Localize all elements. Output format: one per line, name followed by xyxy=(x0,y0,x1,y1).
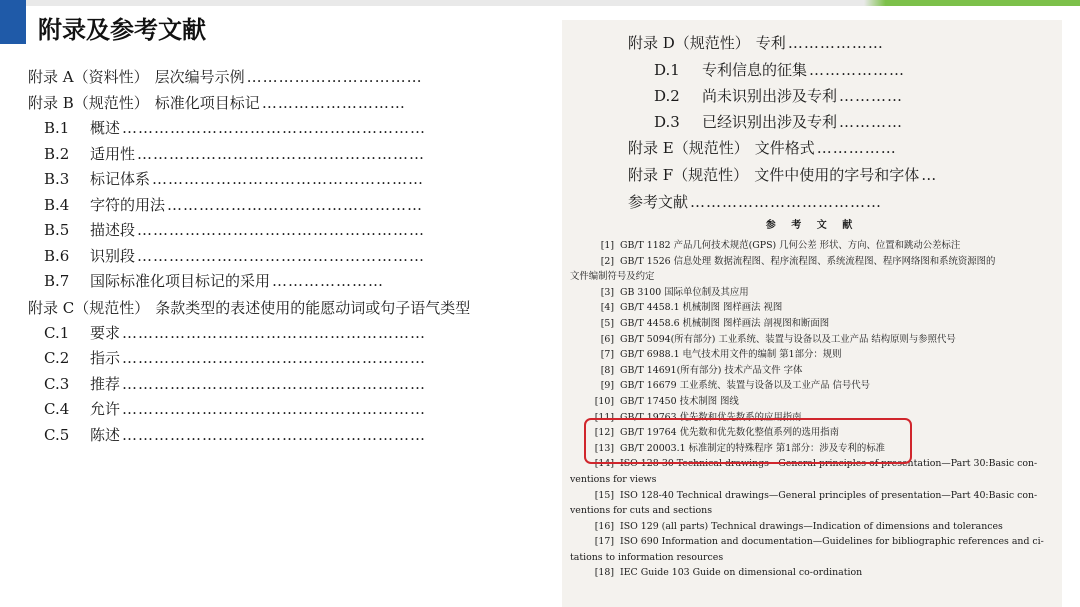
entry-code: D.2 xyxy=(654,87,680,105)
leader-dots: ………………………………………………… xyxy=(122,400,427,418)
right-toc-entry xyxy=(628,30,1048,57)
reference-number: [12] xyxy=(594,427,614,439)
reference-text: GB/T 19763 优先数和优先数系的应用指南 xyxy=(620,411,802,423)
entry-code: 附录 F（规范性） xyxy=(628,166,749,184)
entry-title: 已经识别出涉及专利 xyxy=(702,113,838,131)
leader-dots: ……………… xyxy=(809,61,906,79)
leader-dots: ………………………………………………… xyxy=(122,425,427,444)
right-toc-entry xyxy=(628,57,1048,83)
entry-code: B.7 xyxy=(44,272,70,290)
reference-item xyxy=(570,254,1050,270)
reference-item xyxy=(570,378,1050,394)
leader-dots: ……………………………………………… xyxy=(137,221,426,239)
leader-dots: ……………………… xyxy=(261,94,406,112)
leader-dots: ………………… xyxy=(272,272,385,290)
reference-item xyxy=(570,316,1050,332)
leader-dots: ………… xyxy=(839,87,904,105)
slide-title: 附录及参考文献 xyxy=(38,16,206,44)
reference-text: GB/T 20003.1 标准制定的特殊程序 第1部分：涉及专利的标准 xyxy=(620,442,885,454)
reference-text: ISO 690 Information and documentation—Guidelines for bibliographic references and ci- xyxy=(620,536,1044,548)
entry-code: B.6 xyxy=(44,246,70,265)
reference-continuation xyxy=(570,269,1050,285)
reference-text: GB/T 19764 优先数和优先数化整值系列的选用指南 xyxy=(620,427,839,439)
reference-text: GB/T 4458.1 机械制图 图样画法 视图 xyxy=(620,302,783,314)
reference-number: [3] xyxy=(600,286,614,298)
entry-title: 层次编号示例 xyxy=(154,68,245,86)
entry-code: C.4 xyxy=(44,400,70,418)
reference-number: [10] xyxy=(594,395,614,407)
entry-title: 适用性 xyxy=(90,144,136,163)
left-toc-entry xyxy=(28,244,528,270)
leader-dots: …………………………… xyxy=(246,68,423,86)
reference-number: [6] xyxy=(600,333,614,345)
right-toc-entry xyxy=(628,109,1048,135)
reference-text: GB/T 1182 产品几何技术规范(GPS) 几何公差 形状、方向、位置和跳动公差标注 xyxy=(620,240,961,251)
entry-code: C.1 xyxy=(44,323,70,342)
entry-title: 推荐 xyxy=(90,374,121,393)
reference-item xyxy=(570,534,1050,550)
left-toc-entry xyxy=(28,423,528,449)
reference-text: IEC Guide 103 Guide on dimensional co-ordination xyxy=(620,567,863,579)
leader-dots: ……………………………………………… xyxy=(137,246,426,265)
leader-dots: ………………………………………… xyxy=(167,195,424,214)
leader-dots: ……………………………… xyxy=(690,193,883,211)
entry-code: 参考文献 xyxy=(628,193,689,211)
reference-item xyxy=(570,565,1050,581)
entry-title: 文件格式 xyxy=(754,139,815,157)
reference-item xyxy=(570,300,1050,316)
reference-number: [15] xyxy=(594,489,614,501)
leader-dots: ………………………………………………… xyxy=(122,119,427,137)
left-toc-entry xyxy=(28,193,528,219)
entry-code: 附录 A（资料性） xyxy=(28,68,149,86)
references-list xyxy=(570,238,1050,581)
leader-dots: ………………………………………………… xyxy=(122,349,427,367)
reference-number: [11] xyxy=(594,411,614,423)
left-toc-entry xyxy=(28,64,528,90)
entry-title: 允许 xyxy=(90,400,121,418)
entry-title: 概述 xyxy=(90,119,121,137)
reference-text: ISO 129 (all parts) Technical drawings—Indication of dimensions and tolerances xyxy=(620,520,1003,532)
entry-title: 条款类型的表述使用的能愿动词或句子语气类型 xyxy=(155,298,471,317)
left-toc-entry xyxy=(28,167,528,193)
entry-title: 标记体系 xyxy=(90,170,151,188)
reference-text: tations to information resources xyxy=(570,551,724,563)
entry-code: B.4 xyxy=(44,195,70,214)
reference-item xyxy=(570,332,1050,348)
right-toc xyxy=(628,30,1048,216)
reference-text: ventions for views xyxy=(570,473,657,485)
reference-number: [2] xyxy=(600,255,614,267)
entry-code: D.1 xyxy=(654,61,680,79)
reference-number: [17] xyxy=(594,536,614,548)
entry-title: 陈述 xyxy=(90,425,121,444)
leader-dots: ……………………………………………… xyxy=(137,144,426,163)
reference-text: GB/T 17450 技术制图 图线 xyxy=(620,395,739,407)
entry-title: 标准化项目标记 xyxy=(154,94,260,112)
left-toc-entry xyxy=(28,295,528,321)
reference-text: ventions for cuts and sections xyxy=(570,505,713,517)
leader-dots: ………………………………………………… xyxy=(122,323,427,342)
reference-text: GB/T 6988.1 电气技术用文件的编制 第1部分：规则 xyxy=(620,349,842,361)
left-toc-entry xyxy=(28,397,528,423)
entry-code: 附录 E（规范性） xyxy=(628,139,749,157)
entry-code: C.5 xyxy=(44,425,70,444)
reference-number: [9] xyxy=(600,380,614,392)
entry-title: 文件中使用的字号和字体 xyxy=(754,166,920,184)
entry-title: 描述段 xyxy=(90,221,136,239)
left-toc-entry xyxy=(28,269,528,295)
entry-code: C.3 xyxy=(44,374,70,393)
reference-continuation xyxy=(570,472,1050,488)
left-toc-scan xyxy=(28,64,528,448)
right-toc-entry xyxy=(628,189,1048,216)
entry-title: 要求 xyxy=(90,323,121,342)
entry-title: 专利 xyxy=(755,34,786,52)
leader-dots: ………… xyxy=(839,113,904,131)
entry-title: 识别段 xyxy=(90,246,136,265)
entry-title: 字符的用法 xyxy=(90,195,166,214)
right-toc-entry xyxy=(628,135,1048,162)
entry-code: B.1 xyxy=(44,119,70,137)
reference-number: [5] xyxy=(600,317,614,329)
reference-text: GB/T 4458.6 机械制图 图样画法 剖视图和断面图 xyxy=(620,317,830,329)
reference-number: [13] xyxy=(594,442,614,454)
reference-text: GB/T 14691(所有部分) 技术产品文件 字体 xyxy=(620,364,803,376)
entry-title: 尚未识别出涉及专利 xyxy=(702,87,838,105)
left-toc-entry xyxy=(28,372,528,398)
reference-number: [4] xyxy=(600,302,614,314)
entry-code: C.2 xyxy=(44,349,70,367)
entry-code: B.3 xyxy=(44,170,70,188)
left-toc-entry xyxy=(28,116,528,142)
left-toc-entry xyxy=(28,90,528,116)
leader-dots: ………………………………………………… xyxy=(122,374,427,393)
entry-code: 附录 C（规范性） xyxy=(28,298,150,317)
left-toc-entry xyxy=(28,321,528,347)
reference-continuation xyxy=(570,503,1050,519)
leader-dots: … xyxy=(921,166,938,184)
reference-continuation xyxy=(570,550,1050,566)
reference-text: GB/T 5094(所有部分) 工业系统、装置与设备以及工业产品 结构原则与参照代号 xyxy=(620,333,956,345)
reference-item xyxy=(570,347,1050,363)
entry-title: 国际标准化项目标记的采用 xyxy=(90,272,271,290)
entry-title: 指示 xyxy=(90,349,121,367)
reference-number: [7] xyxy=(600,349,614,361)
entry-code: 附录 B（规范性） xyxy=(28,94,149,112)
entry-code: B.2 xyxy=(44,144,70,163)
references-heading: 参 考 文 献 xyxy=(765,220,859,231)
entry-code: 附录 D（规范性） xyxy=(628,34,750,52)
highlight-box xyxy=(584,418,912,464)
reference-item xyxy=(570,519,1050,535)
top-accent-line xyxy=(0,0,1080,6)
reference-item xyxy=(570,488,1050,504)
reference-item xyxy=(570,394,1050,410)
reference-text: GB/T 16679 工业系统、装置与设备以及工业产品 信号代号 xyxy=(620,380,871,392)
reference-number: [1] xyxy=(600,240,614,251)
left-toc-entry xyxy=(28,218,528,244)
reference-number: [8] xyxy=(600,364,614,376)
right-toc-entry xyxy=(628,162,1048,189)
reference-text: ISO 128-40 Technical drawings—General principles of presentation—Part 40:Basic con- xyxy=(620,489,1038,501)
left-toc-entry xyxy=(28,346,528,372)
reference-text: GB 3100 国际单位制及其应用 xyxy=(620,286,749,298)
entry-code: B.5 xyxy=(44,221,70,239)
reference-item xyxy=(570,238,1050,254)
reference-item xyxy=(570,363,1050,379)
reference-number: [18] xyxy=(594,567,614,579)
reference-item xyxy=(570,285,1050,301)
entry-title: 专利信息的征集 xyxy=(702,61,808,79)
reference-number: [14] xyxy=(594,458,614,470)
leader-dots: …………… xyxy=(816,139,897,157)
leader-dots: …………………………………………… xyxy=(152,170,425,188)
right-toc-entry xyxy=(628,83,1048,109)
reference-text: 文件编制符号及约定 xyxy=(570,271,655,283)
reference-text: GB/T 1526 信息处理 数据流程图、程序流程图、系统流程图、程序网络图和系统资源图的 xyxy=(620,255,996,267)
left-toc-entry xyxy=(28,142,528,168)
leader-dots: ……………… xyxy=(787,34,884,52)
reference-number: [16] xyxy=(594,520,614,532)
title-accent-bar xyxy=(0,0,26,44)
reference-text: ISO 128-30 Technical drawings—General principles of presentation—Part 30:Basic con- xyxy=(620,458,1038,470)
entry-code: D.3 xyxy=(654,113,680,131)
